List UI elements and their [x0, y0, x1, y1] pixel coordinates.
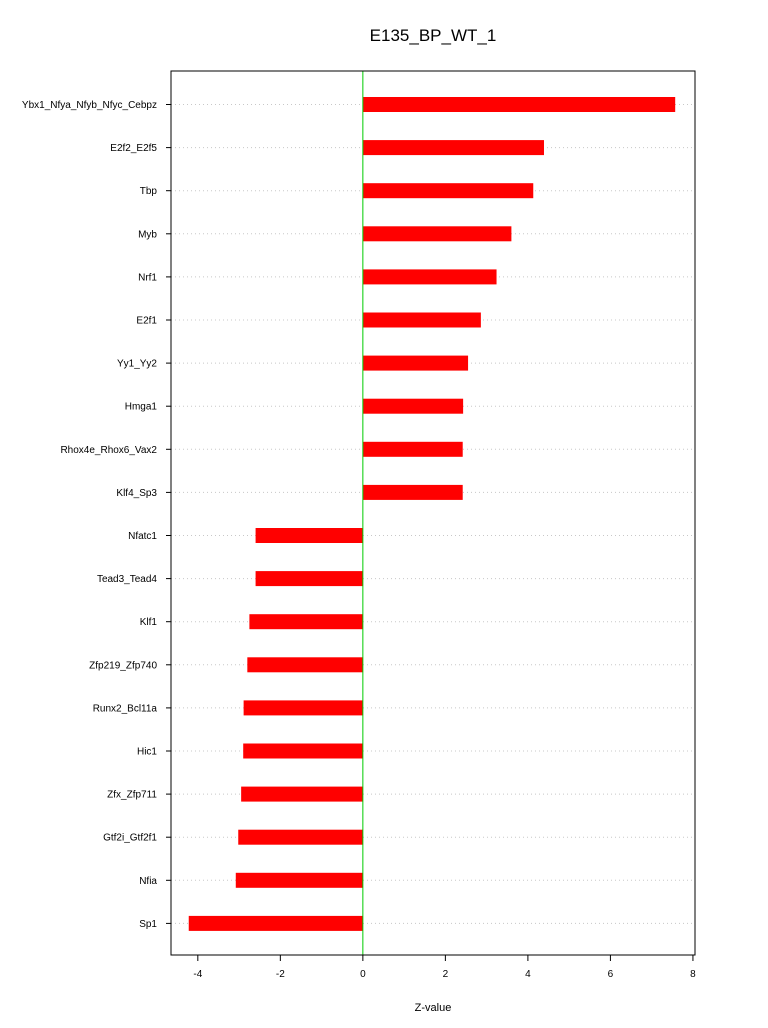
- plot-frame: [171, 71, 695, 955]
- bar: [249, 614, 362, 629]
- category-label: Nrf1: [138, 272, 157, 284]
- bar: [238, 830, 363, 845]
- category-label: Rhox4e_Rhox6_Vax2: [60, 444, 157, 456]
- x-tick-label: 4: [525, 969, 531, 980]
- bar: [244, 700, 363, 715]
- bar: [363, 313, 481, 328]
- category-label: Nfia: [139, 875, 157, 887]
- bar: [243, 744, 363, 759]
- category-label: Runx2_Bcl11a: [92, 703, 157, 715]
- bar: [363, 485, 463, 500]
- bar: [363, 356, 468, 371]
- bar: [363, 140, 544, 155]
- bars: [189, 97, 675, 931]
- bar: [363, 399, 463, 414]
- x-tick-label: -4: [193, 969, 203, 980]
- bar: [363, 226, 512, 241]
- category-label: Hmga1: [124, 401, 157, 413]
- x-tick-label: 2: [442, 969, 449, 980]
- bar: [363, 97, 675, 112]
- x-axis: [193, 955, 696, 980]
- bar: [189, 916, 363, 931]
- bar: [256, 528, 363, 543]
- category-label: Tbp: [139, 186, 157, 198]
- x-tick-label: -2: [275, 969, 285, 980]
- category-label: Yy1_Yy2: [116, 358, 157, 370]
- bar: [247, 657, 363, 672]
- bar: [363, 269, 497, 284]
- x-tick-label: 6: [607, 969, 614, 980]
- bar: [363, 183, 533, 198]
- bar: [363, 442, 463, 457]
- category-label: Klf1: [139, 617, 157, 629]
- category-label: E2f1: [136, 315, 157, 327]
- category-label: Ybx1_Nfya_Nfyb_Nfyc_Cebpz: [21, 100, 157, 111]
- category-label: Sp1: [139, 918, 157, 930]
- x-tick-label: 8: [690, 969, 696, 980]
- category-label: Hic1: [136, 746, 157, 758]
- category-label: Myb: [138, 229, 157, 241]
- category-label: Nfatc1: [128, 531, 157, 542]
- x-axis-title: Z-value: [414, 1002, 452, 1014]
- bar: [241, 787, 363, 802]
- category-label: Klf4_Sp3: [116, 487, 157, 499]
- bar: [236, 873, 363, 888]
- category-label: Tead3_Tead4: [96, 574, 157, 586]
- category-label: Zfx_Zfp711: [107, 789, 157, 801]
- category-label: E2f2_E2f5: [110, 143, 157, 155]
- category-label: Zfp219_Zfp740: [89, 660, 157, 672]
- category-labels: [22, 100, 171, 930]
- bar: [256, 571, 363, 586]
- category-label: Gtf2i_Gtf2f1: [103, 832, 157, 844]
- chart-title: E135_BP_WT_1: [369, 26, 497, 45]
- x-tick-label: 0: [360, 969, 366, 980]
